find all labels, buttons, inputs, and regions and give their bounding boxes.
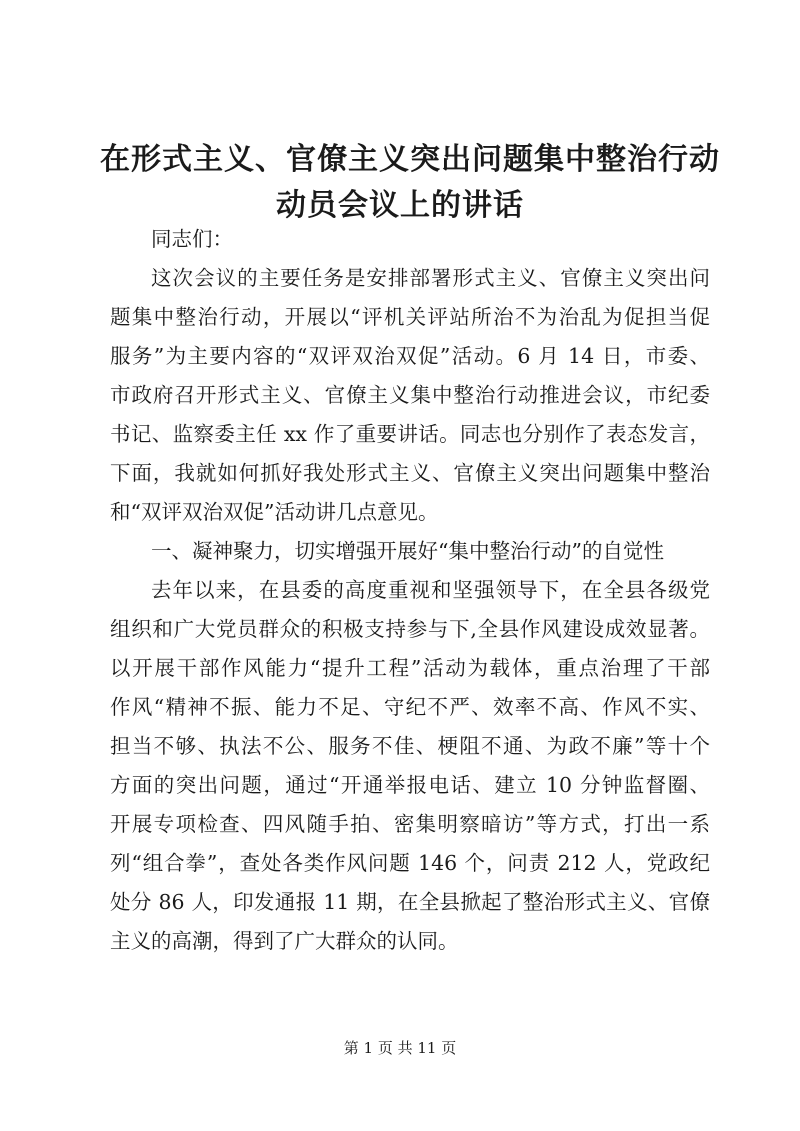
paragraph-line: 主义的高潮，得到了广大群众的认同。: [110, 929, 459, 953]
paragraph-line: 题集中整治行动，开展以“评机关评站所治不为治乱为促担当促: [110, 305, 710, 329]
section-heading-1: 一、凝神聚力，切实增强开展好“集中整治行动”的自觉性: [151, 539, 664, 563]
paragraph-line: 开展专项检查、四风随手拍、密集明察暗访”等方式，打出一系: [110, 812, 710, 836]
paragraph-line: 列“组合拳”，查处各类作风问题 146 个，问责 212 人，党政纪: [110, 851, 710, 875]
paragraph-line: 服务”为主要内容的“双评双治双促”活动。6 月 14 日，市委、: [110, 344, 710, 368]
page-number: 第 1 页 共 11 页: [343, 1039, 457, 1057]
document-title-line-1: 在形式主义、官僚主义突出问题集中整治行动: [100, 142, 720, 177]
paragraph-line: 担当不够、执法不公、服务不佳、梗阻不通、为政不廉”等十个: [110, 734, 710, 758]
paragraph-line: 作风“精神不振、能力不足、守纪不严、效率不高、作风不实、: [110, 695, 710, 719]
document-body: [110, 220, 710, 961]
paragraph-line: 市政府召开形式主义、官僚主义集中整治行动推进会议，市纪委: [110, 383, 710, 407]
paragraph-line: 书记、监察委主任 xx 作了重要讲话。同志也分别作了表态发言，: [110, 422, 710, 446]
paragraph-1: [110, 259, 710, 532]
paragraph-line: 去年以来，在县委的高度重视和坚强领导下，在全县各级党: [151, 578, 710, 602]
paragraph-line: 下面，我就如何抓好我处形式主义、官僚主义突出问题集中整治: [110, 461, 710, 485]
paragraph-line: 方面的突出问题，通过“开通举报电话、建立 10 分钟监督圈、: [110, 773, 710, 797]
document-title-line-2: 动员会议上的讲话: [276, 188, 524, 223]
paragraph-line: 这次会议的主要任务是安排部署形式主义、官僚主义突出问: [151, 266, 710, 290]
paragraph-line: 以开展干部作风能力“提升工程”活动为载体，重点治理了干部: [110, 656, 710, 680]
paragraph-line: 处分 86 人，印发通报 11 期，在全县掀起了整治形式主义、官僚: [110, 890, 710, 914]
paragraph-line: 和“双评双治双促”活动讲几点意见。: [110, 500, 439, 524]
greeting: 同志们：: [151, 227, 233, 251]
paragraph-line: 组织和广大党员群众的积极支持参与下,全县作风建设成效显著。: [110, 617, 710, 641]
paragraph-2: [110, 571, 710, 961]
